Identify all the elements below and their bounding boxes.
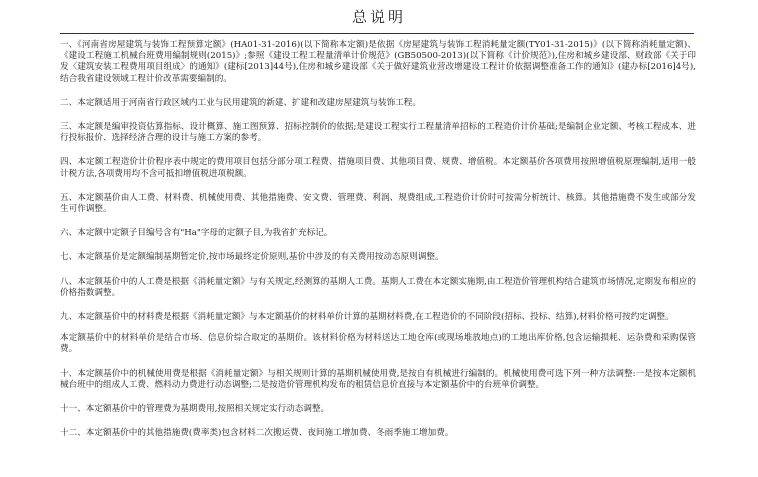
- paragraph-2: 二、本定额适用于河南省行政区域内工业与民用建筑的新建、扩建和改建房屋建筑与装饰工程。: [60, 97, 421, 108]
- paragraph-7: 七、本定额基价是定额编制基期暂定价,按市场最终定价原则,基价中涉及的有关费用按动态原则调整。: [60, 252, 444, 263]
- paragraph-12: 十二、本定额基价中的其他措施费(费率类)包含材料二次搬运费、夜间施工增加费、冬雨季施工增加费。: [60, 428, 454, 439]
- paragraph-9-note: 本定额基价中的材料单价是结合市场、信息价综合取定的基期价。该材料价格为材料送达工地仓库(或现场堆放地点)的工地出库价格,包含运输损耗、运杂费和采购保管费。: [60, 333, 696, 355]
- paragraph-9: 九、本定额基价中的材料费是根据《消耗量定额》与本定额基价的材料单价计算的基期材料费,在工程造价的不同阶段(招标、投标、结算),材料价格可按约定调整。: [60, 312, 674, 323]
- title-divider: [60, 33, 694, 34]
- document-body: [60, 40, 696, 452]
- paragraph-8: 八、本定额基价中的人工费是根据《消耗量定额》与有关规定,经测算的基期人工费。基期人工费在本定额实施期,由工程造价管理机构结合建筑市场情况,定期发布相应的价格指数调整。: [60, 276, 696, 298]
- paragraph-11: 十一、本定额基价中的管理费为基期费用,按照相关规定实行动态调整。: [60, 404, 330, 415]
- paragraph-6: 六、本定额中定额子目编号含有"Ha"字母的定额子目,为我省扩充标记。: [60, 228, 333, 239]
- paragraph-1: 一、《河南省房屋建筑与装饰工程预算定额》(HA01-31-2016)(以下简称本定额)是依据《房屋建筑与装饰工程消耗量定额(TY01-31-2015)》(以下简称消耗量定额)、《建设工程施工机械台班费用编制规则(2015)》;参照《建设工程工程量清单计价规范》(GB50500-2013)(以下简称《计价规范》),住房和城乡建设部、财政部《关于印发〈建筑安装工程费用项目组成〉的通知》(建标[2013]44号),住房和城乡建设部《关于做好建筑业营改增建设工程计价依据调整准备工作的通知》(建办标[2016]4号),结合我省建设领域工程计价改革需要编制的。: [60, 40, 696, 84]
- paragraph-3: 三、本定额是编审投资估算指标、设计概算、施工图预算、招标控制价的依据;是建设工程实行工程量清单招标的工程造价计价基础;是编制企业定额、考核工程成本、进行投标报价、选择经济合理的设计与施工方案的参考。: [60, 122, 696, 144]
- paragraph-10: 十、本定额基价中的机械使用费是根据《消耗量定额》与相关规则计算的基期机械使用费,是按自有机械进行编制的。机械使用费可选下列一种方法调整:一是按本定额机械台班中的组成人工费、燃料动力费进行动态调整;二是按造价管理机构发布的租赁信息价直接与本定额基价中的台班单价调整。: [60, 368, 696, 390]
- paragraph-5: 五、本定额基价由人工费、材料费、机械使用费、其他措施费、安文费、管理费、利润、规费组成,工程造价计价时可按需分析统计、核算。其他措施费不发生或部分发生可作调整。: [60, 192, 696, 215]
- page-title: 总说明: [351, 8, 406, 26]
- paragraph-4: 四、本定额工程造价计价程序表中规定的费用项目包括分部分项工程费、措施项目费、其他项目费、规费、增值税。本定额基价各项费用按照增值税原理编制,适用一般计税方法,各项费用均不含可抵扣增值税进项税额。: [60, 157, 696, 179]
